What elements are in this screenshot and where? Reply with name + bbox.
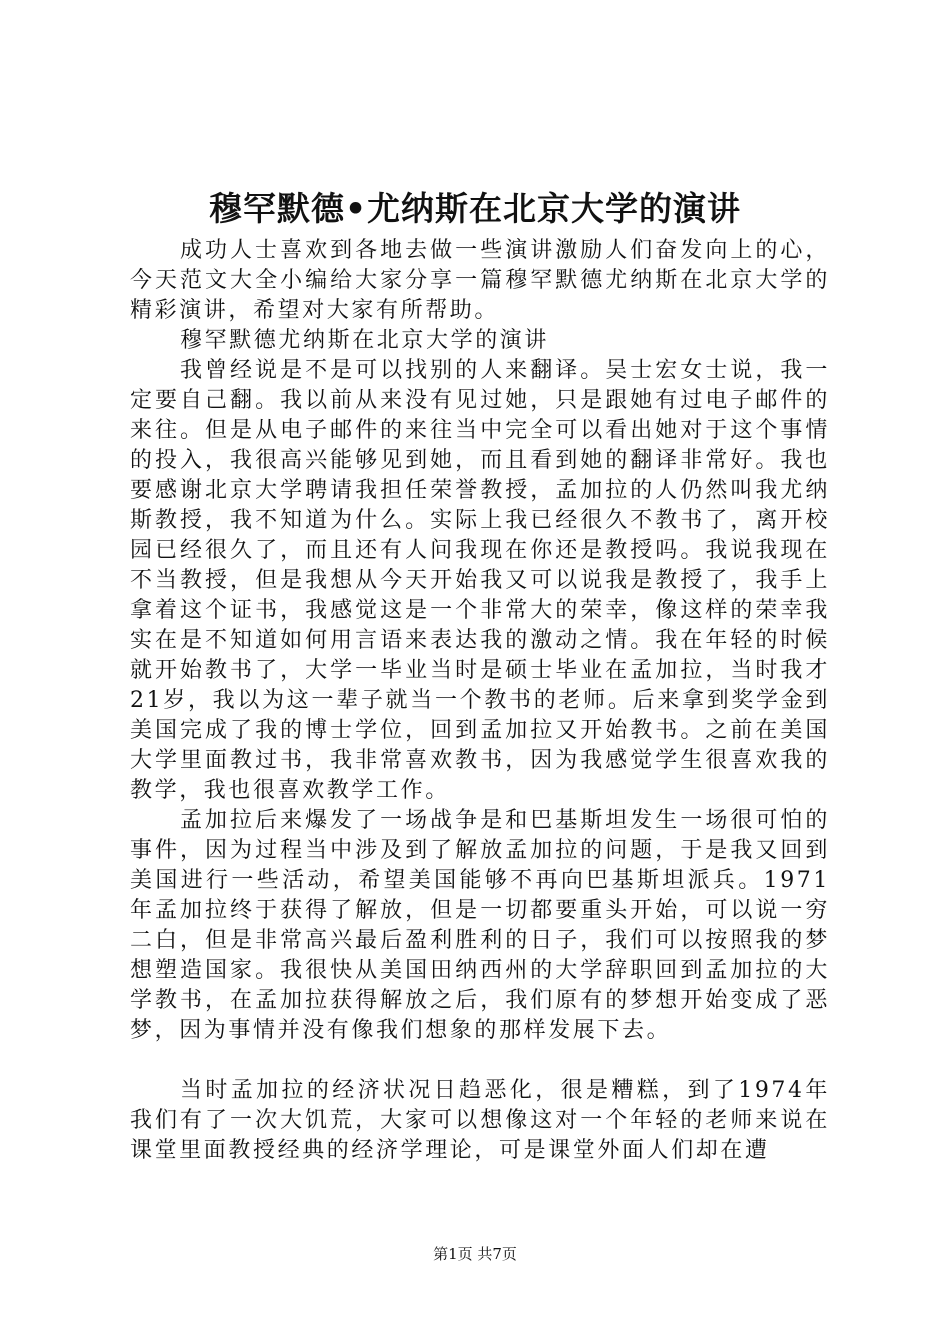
speech-paragraph-3: 当时孟加拉的经济状况日趋恶化，很是糟糕，到了1974年我们有了一次大饥荒，大家可以想像这对一个年轻的老师来说在课堂里面教授经典的经济学理论，可是课堂外面人们却在遭 (130, 1078, 830, 1163)
document-body (130, 236, 830, 1166)
section-heading: 穆罕默德尤纳斯在北京大学的演讲 (180, 328, 550, 353)
speech-paragraph-1: 我曾经说是不是可以找别的人来翻译。吴士宏女士说，我一定要自己翻。我以前从来没有见过她，只是跟她有过电子邮件的来往。但是从电子邮件的来往当中完全可以看出她对于这个事情的投入，我很高兴能够见到她，而且看到她的翻译非常好。我也要感谢北京大学聘请我担任荣誉教授，孟加拉的人仍然叫我尤纳斯教授，我不知道为什么。实际上我已经很久不教书了，离开校园已经很久了，而且还有人问我现在你还是教授吗。我说我现在不当教授，但是我想从今天开始我又可以说我是教授了，我手上拿着这个证书，我感觉这是一个非常大的荣幸，像这样的荣幸我实在是不知道如何用言语来表达我的激动之情。我在年轻的时候就开始教书了，大学一毕业当时是硕士毕业在孟加拉，当时我才21岁，我以为这一辈子就当一个教书的老师。后来拿到奖学金到美国完成了我的博士学位，回到孟加拉又开始教书。之前在美国大学里面教过书，我非常喜欢教书，因为我感觉学生很喜欢我的教学，我也很喜欢教学工作。 (130, 358, 830, 803)
document-title: 穆罕默德•尤纳斯在北京大学的演讲 (208, 189, 742, 228)
speech-paragraph-2: 孟加拉后来爆发了一场战争是和巴基斯坦发生一场很可怕的事件，因为过程当中涉及到了解放孟加拉的问题，于是我又回到美国进行一些活动，希望美国能够不再向巴基斯坦派兵。1971年孟加拉终于获得了解放，但是一切都要重头开始，可以说一穷二白，但是非常高兴最后盈利胜利的日子，我们可以按照我的梦想塑造国家。我很快从美国田纳西州的大学辞职回到孟加拉的大学教书，在孟加拉获得解放之后，我们原有的梦想开始变成了恶梦，因为事情并没有像我们想象的那样发展下去。 (130, 808, 830, 1043)
page-footer: 第1页 共7页 (433, 1245, 517, 1263)
intro-paragraph: 成功人士喜欢到各地去做一些演讲激励人们奋发向上的心，今天范文大全小编给大家分享一篇穆罕默德尤纳斯在北京大学的精彩演讲，希望对大家有所帮助。 (130, 238, 830, 323)
